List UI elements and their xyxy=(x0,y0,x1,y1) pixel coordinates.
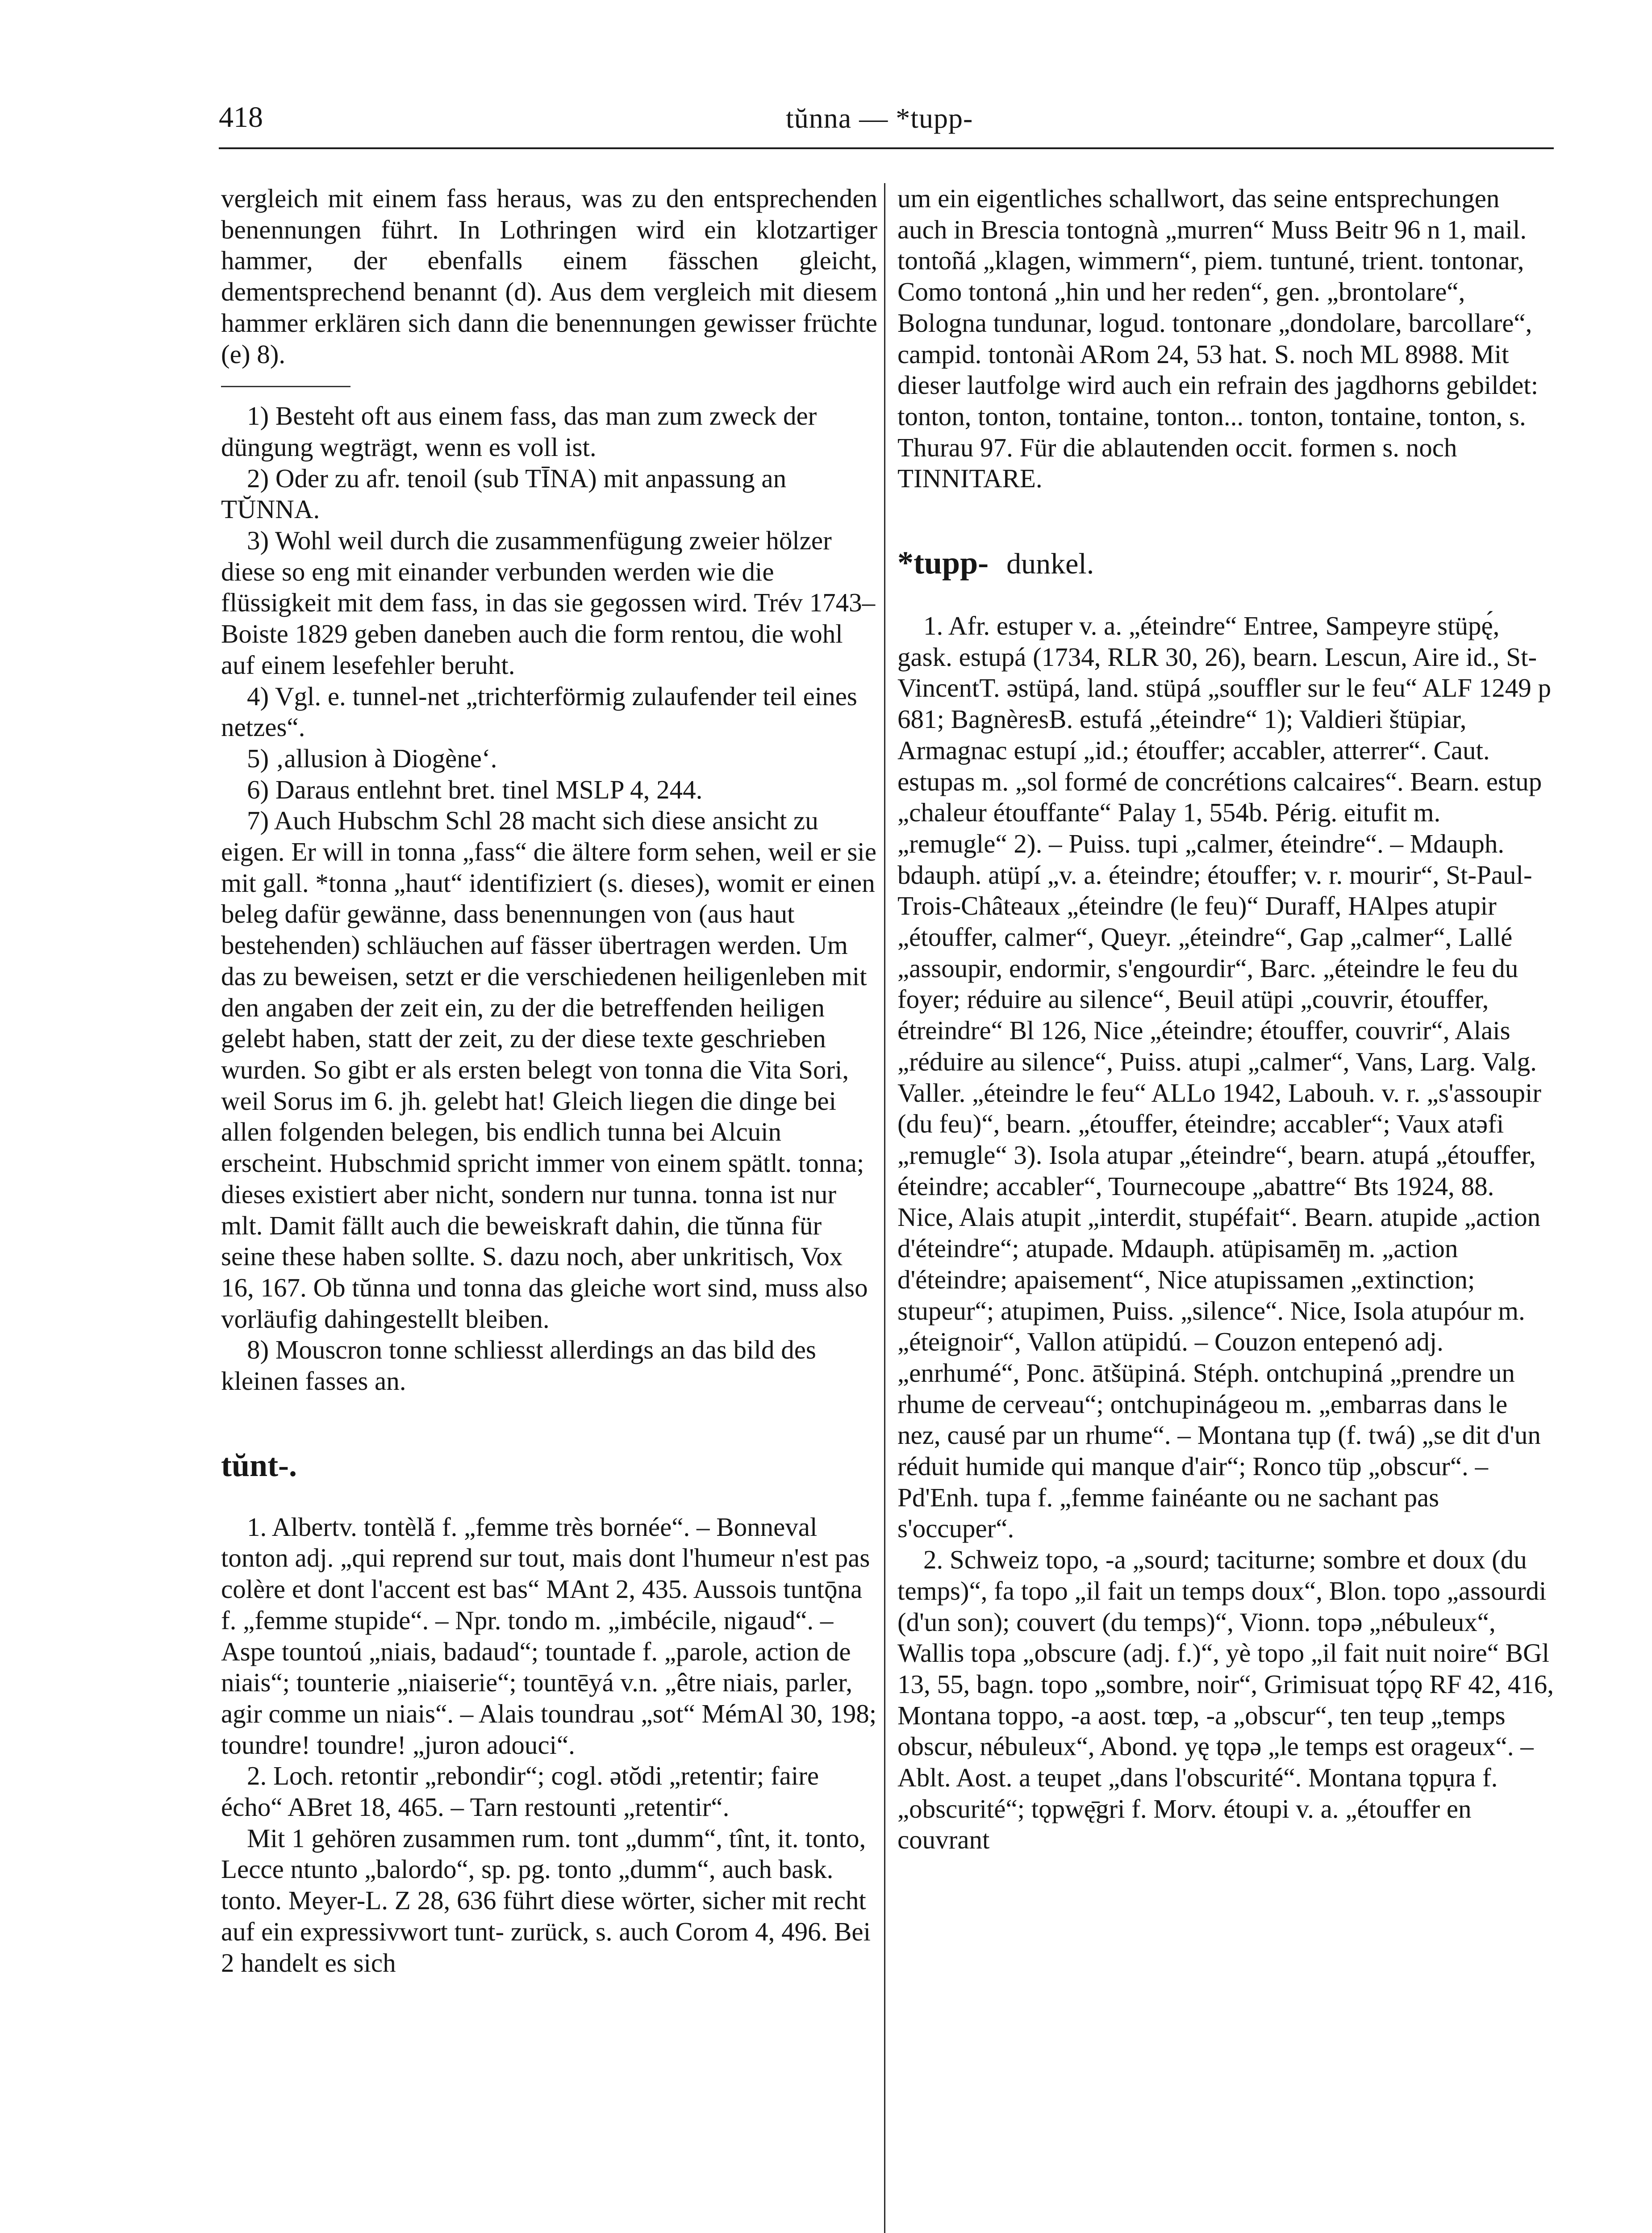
entry-section: 2. Loch. retontir „rebondir“; cogl. ətŏdi „retentir; faire écho“ ABret 18, 465. – Tarn restounti „retentir“. xyxy=(221,1761,819,1822)
footnote: 4) Vgl. e. tunnel-net „trichterförmig zulaufender teil eines netzes“. xyxy=(221,681,857,742)
left-body-text: vergleich mit einem fass heraus, was zu den entsprechenden benennungen führt. In Lothringen wird ein klotzartiger hammer, der ebenfalls einem fässchen gleicht, dementsprechend benannt (d). Aus dem vergleich mit diesem hammer erklären sich dann die benennungen gewisser früchte (e) 8). xyxy=(221,184,877,369)
running-head: tŭnna — *tupp- xyxy=(786,102,973,134)
footnote: 7) Auch Hubschm Schl 28 macht sich diese ansicht zu eigen. Er will in tonna „fass“ die ältere form sehen, weil er sie mit gall. *tonna „haut“ identifiziert (s. dieses), womit er einen beleg dafür gewänne, dass benennungen von (aus haut bestehenden) schläuchen auf fässer übertragen werden. Um das zu beweisen, setzt er die verschiedenen heiligenleben mit den angaben der zeit ein, zu der die betreffenden heiligen gelebt haben, statt der zeit, zu der diese texte geschrieben wurden. So gibt er als ersten belegt von tonna die Vita Sori, weil Sorus im 6. jh. gelebt hat! Gleich liegen die dinge bei allen folgenden belegen, bis endlich tunna bei Alcuin erscheint. Hubschmid spricht immer von einem spätlt. tonna; dieses existiert aber nicht, sondern nur tunna. tonna ist nur mlt. Damit fällt auch die beweiskraft dahin, die tŭnna für seine these haben sollte. S. dazu noch, aber unkritisch, Vox 16, 167. Ob tŭnna und tonna das gleiche wort sind, muss also vorläufig dahingestellt bleiben. xyxy=(221,806,876,1334)
entry-section: 1. Albertv. tontèlă f. „femme très bornée“. – Bonneval tonton adj. „qui reprend sur tout, mais dont l'humeur n'est pas colère et dont l'accent est bas“ MAnt 2, 435. Aussois tuntǭna f. „femme stupide“. – Npr. tondo m. „imbécile, nigaud“. – Aspe tountoú „niais, badaud“; tountade f. „parole, action de niais“; tounterie „niaiserie“; tountēyá v.n. „être niais, parler, agir comme un niais“. – Alais toundrau „sot“ MémAl 30, 198; toundre! toundre! „juron adouci“. xyxy=(221,1512,877,1760)
footnote: 2) Oder zu afr. tenoil (sub TĪNA) mit anpassung an TŬNNA. xyxy=(221,463,787,524)
entry-section: 2. Schweiz topo, -a „sourd; taciturne; sombre et doux (du temps)“, fa topo „il fait un temps doux“, Blon. topo „assourdi (d'un son); couvert (du temps)“, Vionn. topə „nébuleux“, Wallis topa „obscure (adj. f.)“, yè topo „il fait nuit noire“ BGl 13, 55, bagn. topo „sombre, noir“, Grimisuat tǫ́pǫ RF 42, 416, Montana toppo, -a aost. tœp, -a „obscur“, ten teup „temps obscur, nébuleux“, Abond. yę tǫpə „le temps est orageux“. – Ablt. Aost. a teupet „dans l'obscurité“. Montana tǫpụra f. „obscurité“; tǫpwę̄gri f. Morv. étoupi v. a. „étouffer en couvrant xyxy=(897,1545,1554,1855)
entry-section: Mit 1 gehören zusammen rum. tont „dumm“, tînt, it. tonto, Lecce ntunto „balordo“, sp. pg. tonto „dumm“, auch bask. tonto. Meyer-L. Z 28, 636 führt diese wörter, sicher mit recht auf ein expressivwort tunt- zurück, s. auch Corom 4, 496. Bei 2 handelt es sich xyxy=(221,1823,871,1978)
entry-section: 1. Afr. estuper v. a. „éteindre“ Entree, Sampeyre stüpę́, gask. estupá (1734, RLR 30, 26), bearn. Lescun, Aire id., St-VincentT. əstüpá, land. stüpá „souffler sur le feu“ ALF 1249 p 681; BagnèresB. estufá „éteindre“ 1); Valdieri štüpiar, Armagnac estupí „id.; étouffer; accabler, atterrer“. Caut. estupas m. „sol formé de concrétions calcaires“. Bearn. estup „chaleur étouffante“ Palay 1, 554b. Périg. eitufit m. „remugle“ 2). – Puiss. tupi „calmer, éteindre“. – Mdauph. bdauph. atüpí „v. a. éteindre; étouffer; v. r. mourir“, St-Paul-Trois-Châteaux „éteindre (le feu)“ Duraff, HAlpes atupir „étouffer, calmer“, Queyr. „éteindre“, Gap „calmer“, Lallé „assoupir, endormir, s'engourdir“, Barc. „éteindre le feu du foyer; réduire au silence“, Beuil atüpi „couvrir, étouffer, étreindre“ Bl 126, Nice „éteindre; étouffer, couvrir“, Alais „réduire au silence“, Puiss. atupi „calmer“, Vans, Larg. Valg. Valler. „éteindre le feu“ ALLo 1942, Labouh. v. r. „s'assoupir (du feu)“, bearn. „étouffer, éteindre; accabler“; Vaux atəfi „remugle“ 3). Isola atupar „éteindre“, bearn. atupá „étouffer, éteindre; accabler“, Tournecoupe „abattre“ Bts 1924, 88. Nice, Alais atupit „interdit, stupéfait“. Bearn. atupide „action d'éteindre“; atupade. Mdauph. atüpisamēŋ m. „action d'éteindre; apaisement“, Nice atupissamen „extinction; stupeur“; atupimen, Puiss. „silence“. Nice, Isola atupóur m. „éteignoir“, Vallon atüpidú. – Couzon entepenó adj. „enrhumé“, Ponc. ātšüpiná. Stéph. ontchupiná „prendre un rhume de cerveau“; ontchupinágeou m. „embarras dans le nez, causé par un rhume“. – Montana tụp (f. twá) „se dit d'un réduit humide qui manque d'air“; Ronco tüp „obscur“. – Pd'Enh. tupa f. „femme fainéante ou ne sachant pas s'occuper“. xyxy=(897,611,1551,1543)
footnote: 8) Mouscron tonne schliesst allerdings an das bild des kleinen fasses an. xyxy=(221,1335,816,1396)
footnote: 6) Daraus entlehnt bret. tinel MSLP 4, 244. xyxy=(247,774,703,804)
right-column xyxy=(897,183,1554,1856)
footnote: 1) Besteht oft aus einem fass, das man zum zweck der düngung wegträgt, wenn es voll ist. xyxy=(221,401,817,462)
left-column xyxy=(221,183,877,1978)
entry-lemma: *tupp- xyxy=(897,545,989,581)
page-number: 418 xyxy=(219,101,263,134)
page-header xyxy=(0,0,1652,152)
footnote: 3) Wohl weil durch die zusammenfügung zweier hölzer diese so eng mit einander verbunden werden wie die flüssigkeit mit dem fass, in das sie gegossen wird. Trév 1743–Boiste 1829 geben daneben auch die form rentou, die wohl auf einem lesefehler beruht. xyxy=(221,526,876,680)
footnote-separator xyxy=(221,386,350,387)
footnote: 5) ‚allusion à Diogène‘. xyxy=(247,743,497,773)
right-continuation-text: um ein eigentliches schallwort, das seine entsprechungen auch in Brescia tontognà „murren“ Muss Beitr 96 n 1, mail. tontoñá „klagen, wimmern“, piem. tuntuné, trient. tontonar, Como tontoná „hin und her reden“, gen. „brontolare“, Bologna tundunar, logud. tontonare „dondolare, barcollare“, campid. tontonài ARom 24, 53 hat. S. noch ML 8988. Mit dieser lautfolge wird auch ein refrain des jagdhorns gebildet: tonton, tonton, tontaine, tonton... tonton, tontaine, tonton, s. Thurau 97. Für die ablautenden occit. formen s. noch TINNITARE. xyxy=(897,184,1539,493)
entry-gloss: dunkel. xyxy=(1006,548,1094,581)
entry-lemma: tŭnt-. xyxy=(221,1447,297,1483)
column-divider xyxy=(884,183,885,2233)
header-rule xyxy=(219,147,1554,149)
entry-heading xyxy=(897,546,1554,581)
